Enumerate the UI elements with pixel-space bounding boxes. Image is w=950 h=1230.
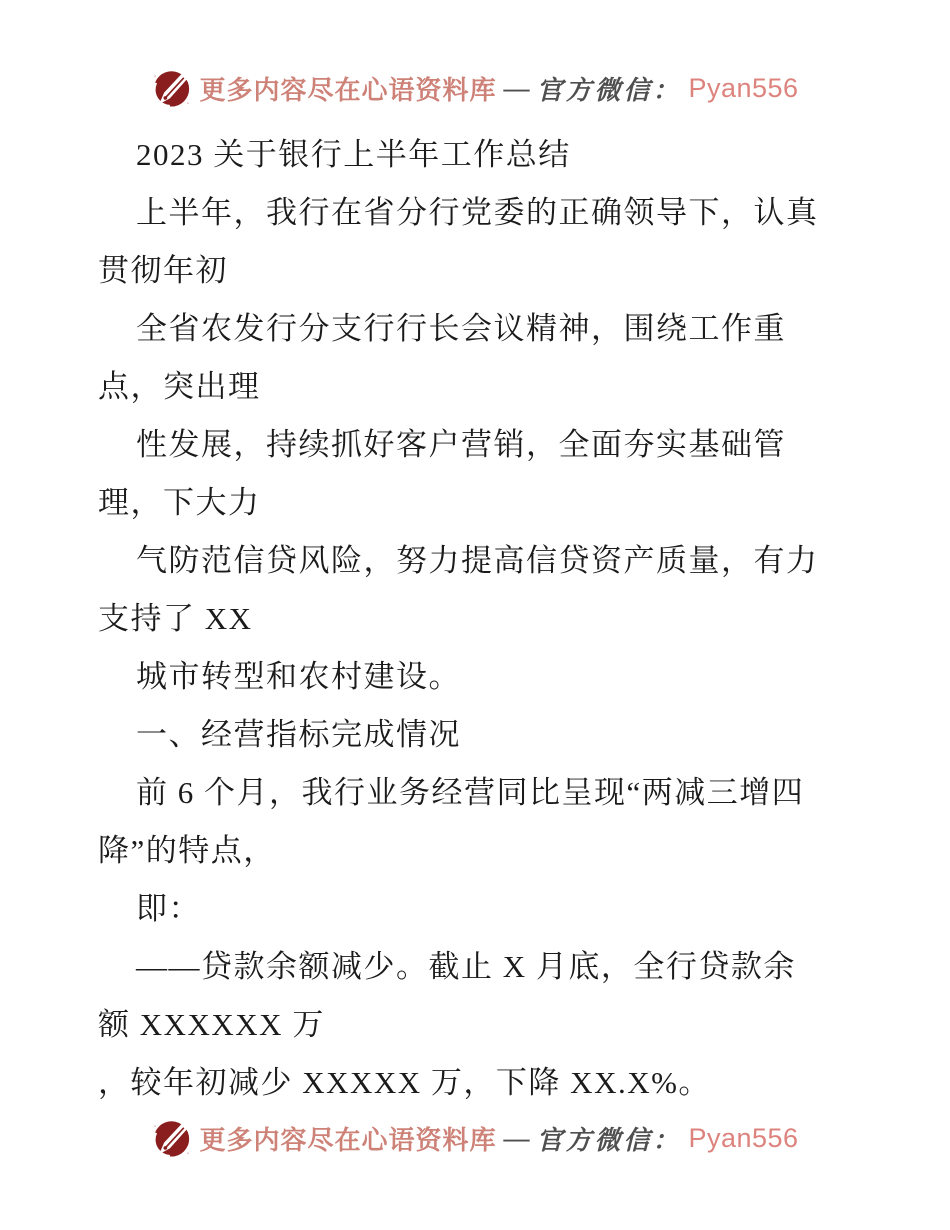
watermark-wechat-id: Pyan556 (688, 73, 799, 103)
document-title: 2023 关于银行上半年工作总结 (136, 137, 571, 172)
document-body (98, 126, 868, 1112)
watermark-header (0, 66, 950, 111)
pen-in-circle-logo-icon (151, 66, 192, 111)
text-line: ——贷款余额减少。截止 X 月底，全行贷款余 (136, 949, 796, 984)
text-line: 全省农发行分支行行长会议精神，围绕工作重 (136, 311, 786, 346)
text-line: 上半年，我行在省分行党委的正确领导下，认真 (136, 195, 819, 230)
watermark-brand-text: 更多内容尽在心语资料库 (199, 76, 497, 105)
text-line: 即： (136, 891, 201, 926)
watermark-dash: — (503, 1123, 530, 1153)
text-line: 前 6 个月，我行业务经营同比呈现“两减三增四 (136, 775, 805, 810)
text-line: 支持了 XX (98, 601, 253, 636)
text-line: 降”的特点， (98, 833, 276, 868)
text-line: 理，下大力 (98, 485, 261, 520)
text-line: 城市转型和农村建设。 (136, 659, 461, 694)
text-line: 气防范信贷风险，努力提高信贷资产质量，有力 (136, 543, 819, 578)
watermark-wechat-label: 官方微信： (536, 76, 682, 105)
text-line: 性发展，持续抓好客户营销，全面夯实基础管 (136, 427, 786, 462)
watermark-brand-text: 更多内容尽在心语资料库 (199, 1126, 497, 1155)
text-line: 额 XXXXXX 万 (98, 1007, 325, 1042)
text-line: ，较年初减少 XXXXX 万，下降 XX.X%。 (98, 1065, 711, 1100)
text-line: 点，突出理 (98, 369, 261, 404)
text-line: 贯彻年初 (98, 253, 228, 288)
section-heading: 一、经营指标完成情况 (136, 717, 461, 752)
watermark-dash: — (503, 73, 530, 103)
watermark-wechat-id: Pyan556 (688, 1123, 799, 1153)
watermark-wechat-label: 官方微信： (536, 1126, 682, 1155)
pen-in-circle-logo-icon (151, 1116, 192, 1161)
watermark-footer (0, 1116, 950, 1161)
